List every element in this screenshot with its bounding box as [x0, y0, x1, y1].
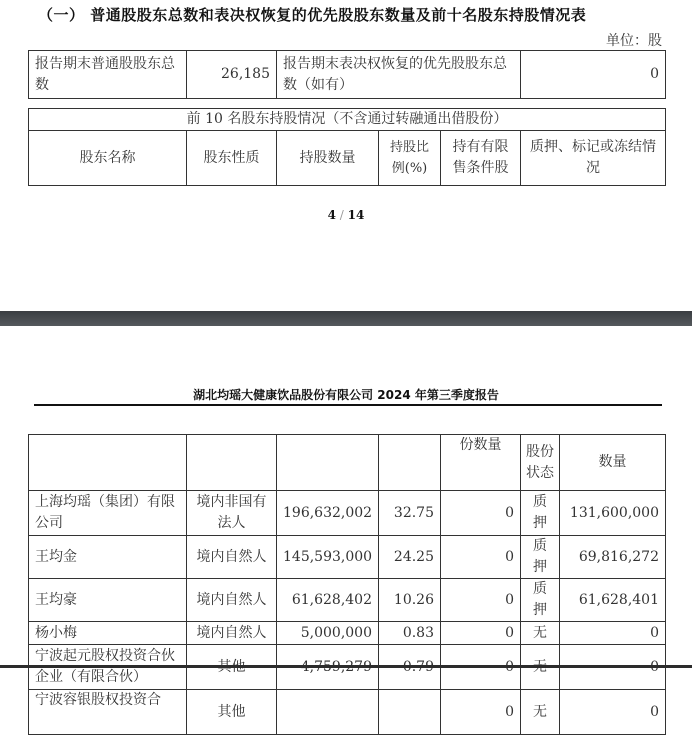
col-header-share-status: 股份状态: [521, 435, 560, 491]
holding-ratio: 10.26: [379, 579, 441, 622]
restricted-shares: 0: [441, 536, 521, 579]
col-header-quantity: 数量: [560, 435, 666, 491]
col-header-ratio: 持股比例(%): [379, 131, 441, 186]
holding-ratio: 24.25: [379, 536, 441, 579]
top10-header-table: [28, 108, 666, 186]
holding-ratio: 32.75: [379, 491, 441, 536]
restricted-shares: 0: [441, 579, 521, 622]
restricted-shares: 0: [441, 491, 521, 536]
restricted-shares: 0: [441, 690, 521, 735]
header-cont-nature: [187, 435, 277, 491]
header-cont-ratio: [379, 435, 441, 491]
header-cont-restricted: 份数量: [441, 435, 521, 491]
share-status: 质押: [521, 536, 560, 579]
pledged-quantity: 0: [560, 622, 666, 645]
report-running-header: 湖北均瑶大健康饮品股份有限公司 2024 年第三季度报告: [193, 388, 499, 402]
shares-held: 145,593,000: [277, 536, 379, 579]
shareholder-name: 王均豪: [29, 579, 187, 622]
col-header-shares: 持股数量: [277, 131, 379, 186]
unit-label: 单位：股: [606, 33, 662, 49]
page-separator: /: [335, 208, 348, 222]
table-row: [29, 622, 666, 645]
shares-held: 196,632,002: [277, 491, 379, 536]
shares-held: [277, 690, 379, 735]
table-row: [29, 579, 666, 622]
share-status: 质押: [521, 491, 560, 536]
table-row: [29, 536, 666, 579]
pledged-quantity: 61,628,401: [560, 579, 666, 622]
holding-ratio: 0.83: [379, 622, 441, 645]
col-header-nature: 股东性质: [187, 131, 277, 186]
shareholder-name: 王均金: [29, 536, 187, 579]
top10-caption: 前 10 名股东持股情况（不含通过转融通出借股份）: [29, 109, 666, 131]
shareholder-summary-table: [28, 50, 666, 99]
holding-ratio: [379, 690, 441, 735]
table-row: [29, 690, 666, 735]
shares-held: 61,628,402: [277, 579, 379, 622]
shareholder-nature: 其他: [187, 690, 277, 735]
table-row: [29, 491, 666, 536]
pledged-quantity: 131,600,000: [560, 491, 666, 536]
shareholder-name: 宁波容银股权投资合: [29, 690, 187, 735]
col-header-pledge: 质押、标记或冻结情况: [521, 131, 666, 186]
pledged-quantity: 0: [560, 690, 666, 735]
preferred-holders-value: 0: [521, 51, 666, 99]
page-gap-separator: [0, 311, 692, 327]
header-cont-name: [29, 435, 187, 491]
header-rule: [34, 404, 662, 406]
restricted-shares: 0: [441, 622, 521, 645]
shares-held: 5,000,000: [277, 622, 379, 645]
pledged-quantity: 69,816,272: [560, 536, 666, 579]
current-page: 4: [327, 208, 336, 222]
shareholder-name: 宁波起元股权投资合伙企业（有限合伙）: [29, 645, 187, 690]
shareholder-name: 上海均瑶（集团）有限公司: [29, 491, 187, 536]
section-title: （一） 普通股股东总数和表决权恢复的优先股股东数量及前十名股东持股情况表: [38, 6, 587, 24]
shareholder-nature: 境内自然人: [187, 579, 277, 622]
shareholder-name: 杨小梅: [29, 622, 187, 645]
document-page-4: [0, 0, 692, 311]
common-holders-label: 报告期末普通股股东总数: [29, 51, 187, 99]
share-status: 无: [521, 622, 560, 645]
col-header-name: 股东名称: [29, 131, 187, 186]
col-header-restricted: 持有有限售条件股: [441, 131, 521, 186]
shareholder-nature: 境内自然人: [187, 536, 277, 579]
header-cont-shares: [277, 435, 379, 491]
shareholder-nature: 境内非国有法人: [187, 491, 277, 536]
top10-shareholders-table: [28, 434, 666, 735]
common-holders-value: 26,185: [187, 51, 277, 99]
share-status: 质押: [521, 579, 560, 622]
page-number-indicator: [0, 208, 692, 222]
shareholder-nature: 境内自然人: [187, 622, 277, 645]
total-pages: 14: [347, 208, 365, 222]
share-status: 无: [521, 690, 560, 735]
preferred-holders-label: 报告期末表决权恢复的优先股股东总数（如有）: [277, 51, 521, 99]
